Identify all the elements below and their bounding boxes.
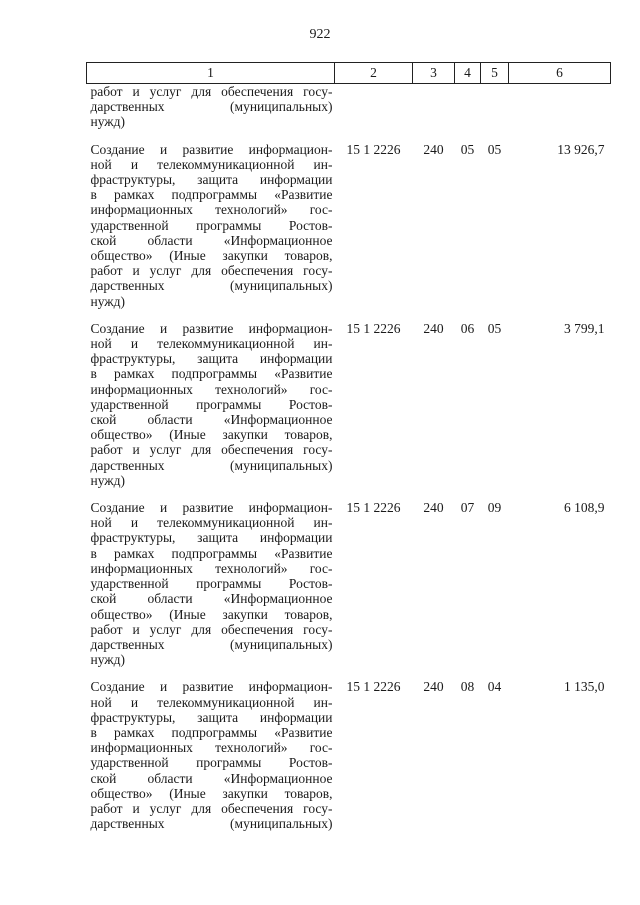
target-article-code: 15 1 2226 <box>346 320 401 336</box>
table-row <box>87 500 611 667</box>
description-line: информационных технологий» гос- <box>90 381 333 397</box>
description-line: общество» (Иные закупки товаров, <box>90 606 333 622</box>
description-line: фраструктуры, защита информации <box>90 709 333 725</box>
section-code: 07 <box>460 500 475 516</box>
budget-table <box>86 62 611 831</box>
spacer-cell <box>335 130 413 142</box>
description-line: информационных технологий» гос- <box>90 202 333 218</box>
spacer-cell <box>413 667 455 679</box>
row-spacer <box>87 667 611 679</box>
row-spacer <box>87 309 611 321</box>
description-line: фраструктуры, защита информации <box>90 172 333 188</box>
description-line: нужд) <box>90 293 125 309</box>
spacer-cell <box>335 488 413 500</box>
expense-type-code: 240 <box>423 500 444 516</box>
column-header: 5 <box>481 63 509 84</box>
section-code: 08 <box>460 679 475 695</box>
description-line: ской области «Информационное <box>90 770 333 786</box>
spacer-cell <box>87 488 335 500</box>
table-header-row <box>87 63 611 84</box>
column-header: 6 <box>509 63 611 84</box>
description-line: ской области «Информационное <box>90 591 333 607</box>
subsection-code: 05 <box>487 141 502 157</box>
row-description <box>87 679 335 831</box>
target-article-code <box>335 84 413 130</box>
description-line: нужд) <box>90 652 125 668</box>
page-number: 922 <box>309 27 331 42</box>
spacer-cell <box>509 488 611 500</box>
description-line: нужд) <box>90 472 125 488</box>
row-description <box>87 84 335 130</box>
table-row <box>87 679 611 831</box>
spacer-cell <box>481 488 509 500</box>
subsection-code: 05 <box>487 320 502 336</box>
spacer-cell <box>413 488 455 500</box>
description-line: фраструктуры, защита информации <box>90 530 333 546</box>
description-line: работ и услуг для обеспечения госу- <box>90 800 333 816</box>
spacer-cell <box>455 667 481 679</box>
spacer-cell <box>481 667 509 679</box>
spacer-cell <box>87 309 335 321</box>
description-line: в рамках подпрограммы «Развитие <box>90 545 333 561</box>
description-line: общество» (Иные закупки товаров, <box>90 785 333 801</box>
column-header: 1 <box>87 63 335 84</box>
row-spacer <box>87 488 611 500</box>
description-line: ударственной программы Ростов- <box>90 576 333 592</box>
description-line: в рамках подпрограммы «Развитие <box>90 366 333 382</box>
spacer-cell <box>481 309 509 321</box>
spacer-cell <box>509 130 611 142</box>
column-header: 2 <box>335 63 413 84</box>
description-line: ной и телекоммуникационной ин- <box>90 515 333 531</box>
description-line: дарственных (муниципальных) <box>90 278 333 294</box>
row-description <box>87 321 335 488</box>
description-line: фраструктуры, защита информации <box>90 351 333 367</box>
spacer-cell <box>335 667 413 679</box>
subsection-code <box>481 84 509 130</box>
spacer-cell <box>413 130 455 142</box>
description-line: Создание и развитие информацион- <box>90 679 333 695</box>
description-line: дарственных (муниципальных) <box>90 99 333 115</box>
description-line: нужд) <box>90 114 125 130</box>
column-header: 4 <box>455 63 481 84</box>
description-line: работ и услуг для обеспечения госу- <box>90 84 333 99</box>
target-article-code: 15 1 2226 <box>346 141 401 157</box>
description-line: ской области «Информационное <box>90 232 333 248</box>
amount-value: 3 799,1 <box>564 320 605 336</box>
description-line: Создание и развитие информацион- <box>90 141 333 157</box>
expense-type-code: 240 <box>423 679 444 695</box>
spacer-cell <box>87 667 335 679</box>
description-line: ударственной программы Ростов- <box>90 755 333 771</box>
spacer-cell <box>87 130 335 142</box>
spacer-cell <box>455 309 481 321</box>
description-line: дарственных (муниципальных) <box>90 816 333 832</box>
subsection-code: 04 <box>487 679 502 695</box>
description-line: ударственной программы Ростов- <box>90 217 333 233</box>
spacer-cell <box>413 309 455 321</box>
description-line: ной и телекоммуникационной ин- <box>90 694 333 710</box>
row-spacer <box>87 130 611 142</box>
description-line: в рамках подпрограммы «Развитие <box>90 187 333 203</box>
expense-type-code: 240 <box>423 320 444 336</box>
target-article-code: 15 1 2226 <box>346 500 401 516</box>
description-line: общество» (Иные закупки товаров, <box>90 248 333 264</box>
description-line: работ и услуг для обеспечения госу- <box>90 442 333 458</box>
section-code: 05 <box>460 141 475 157</box>
expense-type-code <box>413 84 455 130</box>
description-line: общество» (Иные закупки товаров, <box>90 427 333 443</box>
description-line: ной и телекоммуникационной ин- <box>90 336 333 352</box>
spacer-cell <box>455 488 481 500</box>
spacer-cell <box>509 309 611 321</box>
row-description <box>87 500 335 667</box>
description-line: Создание и развитие информацион- <box>90 500 333 516</box>
row-description <box>87 142 335 309</box>
section-code: 06 <box>460 320 475 336</box>
description-line: работ и услуг для обеспечения госу- <box>90 263 333 279</box>
table-row <box>87 84 611 130</box>
description-line: ударственной программы Ростов- <box>90 396 333 412</box>
spacer-cell <box>455 130 481 142</box>
description-line: ской области «Информационное <box>90 412 333 428</box>
subsection-code: 09 <box>487 500 502 516</box>
spacer-cell <box>509 667 611 679</box>
description-line: дарственных (муниципальных) <box>90 457 333 473</box>
spacer-cell <box>335 309 413 321</box>
description-line: в рамках подпрограммы «Развитие <box>90 724 333 740</box>
amount-value: 13 926,7 <box>557 141 605 157</box>
amount-value <box>509 84 611 130</box>
description-line: ной и телекоммуникационной ин- <box>90 156 333 172</box>
description-line: работ и услуг для обеспечения госу- <box>90 621 333 637</box>
target-article-code: 15 1 2226 <box>346 679 401 695</box>
section-code <box>455 84 481 130</box>
amount-value: 6 108,9 <box>564 500 605 516</box>
description-line: информационных технологий» гос- <box>90 560 333 576</box>
description-line: дарственных (муниципальных) <box>90 636 333 652</box>
table-row <box>87 321 611 488</box>
table-row <box>87 142 611 309</box>
amount-value: 1 135,0 <box>564 679 605 695</box>
column-header: 3 <box>413 63 455 84</box>
description-line: Создание и развитие информацион- <box>90 320 333 336</box>
spacer-cell <box>481 130 509 142</box>
expense-type-code: 240 <box>423 141 444 157</box>
description-line: информационных технологий» гос- <box>90 740 333 756</box>
